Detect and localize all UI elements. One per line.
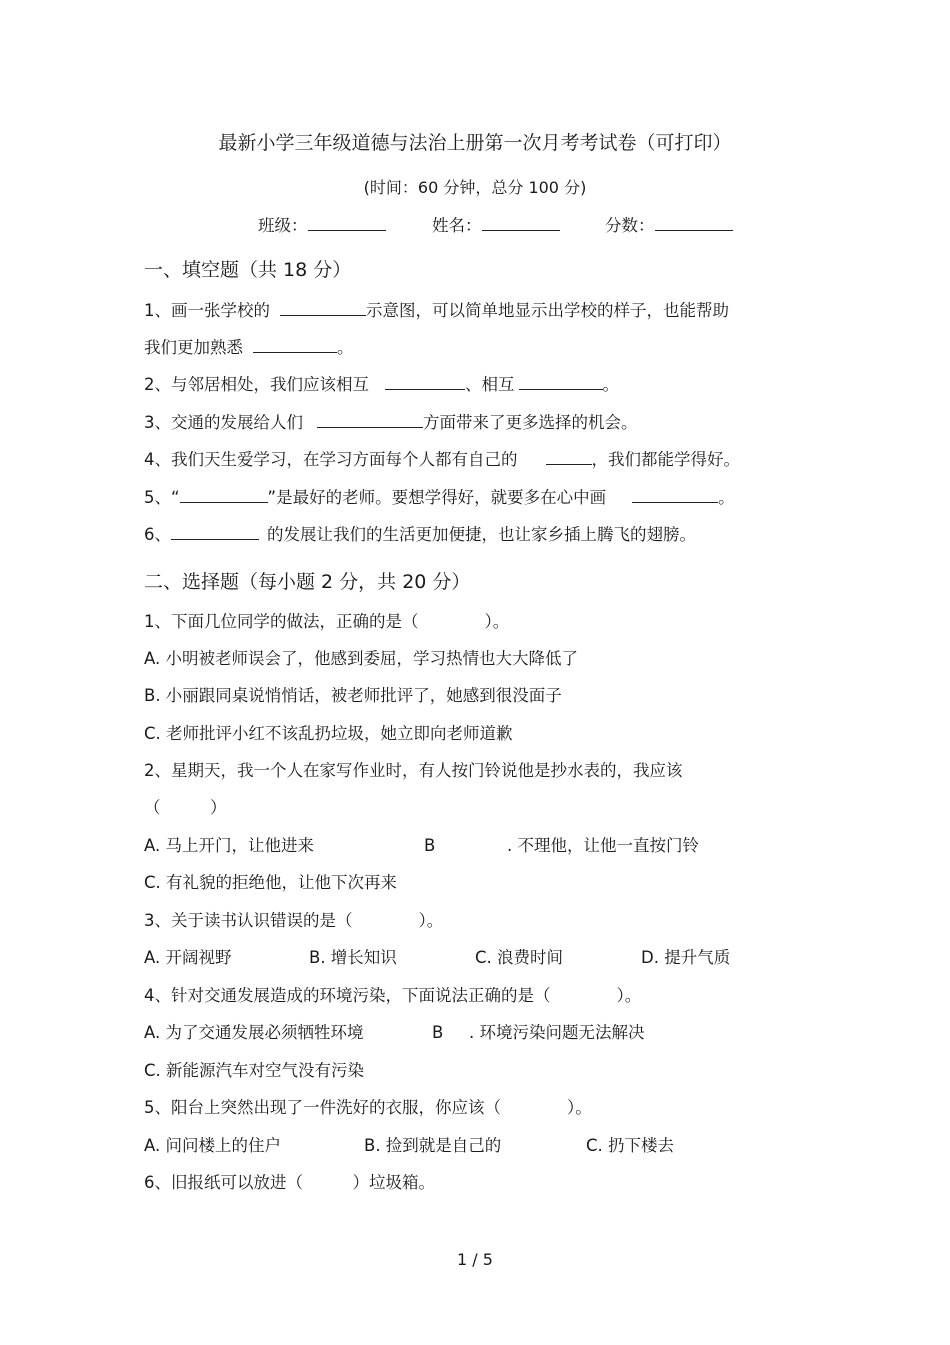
- choice-q2-option-a: A. 马上开门，让他进来: [144, 836, 314, 855]
- fill-q6-text-a: 6、: [144, 525, 171, 544]
- fill-q5-text-b: ”是最好的老师。要想学得好，就要多在心中画: [267, 488, 607, 507]
- name-field: [432, 212, 560, 236]
- fill-question-4: [144, 448, 740, 471]
- fill-q1-text-a: 1、画一张学校的: [144, 301, 270, 320]
- fill-q1-text-d: 。: [337, 338, 354, 357]
- fill-q2-blank-2: [519, 373, 603, 390]
- fill-q2-text-a: 2、与邻居相处，我们应该相互: [144, 375, 369, 394]
- score-field: [605, 212, 733, 236]
- choice-q1-option-b: B. 小丽跟同桌说悄悄话，被老师批评了，她感到很没面子: [144, 686, 562, 705]
- fill-q4-text-a: 4、我们天生爱学习，在学习方面每个人都有自己的: [144, 450, 518, 469]
- fill-q2-text-c: 。: [602, 375, 619, 394]
- fill-question-1-cont: [144, 336, 354, 359]
- fill-q5-text-a: 5、“: [144, 488, 180, 507]
- fill-q5-blank-1: [180, 486, 268, 503]
- fill-question-5: [144, 486, 735, 509]
- fill-q6-blank: [171, 523, 259, 540]
- section-choice-heading: 二、选择题（每小题 2 分，共 20 分）: [144, 571, 471, 593]
- choice-q3-option-c: C. 浪费时间: [475, 948, 564, 967]
- choice-q2-option-b-text: . 不理他，让他一直按门铃: [507, 836, 699, 855]
- fill-q2-text-b: 、相互: [465, 375, 515, 394]
- fill-q4-blank: [546, 448, 592, 465]
- fill-q3-blank: [317, 411, 423, 428]
- choice-q2-option-c: C. 有礼貌的拒绝他，让他下次再来: [144, 873, 398, 892]
- class-blank: [308, 214, 386, 231]
- choice-q4-option-b-letter: B: [432, 1023, 444, 1042]
- choice-q6-stem: 6、旧报纸可以放进（ ）垃圾箱。: [144, 1173, 435, 1192]
- choice-q5-option-c: C. 扔下楼去: [586, 1136, 675, 1155]
- fill-q5-text-c: 。: [718, 488, 735, 507]
- choice-q3-option-b: B. 增长知识: [309, 948, 397, 967]
- choice-q5-stem: 5、阳台上突然出现了一件洗好的衣服，你应该（ ）。: [144, 1098, 592, 1117]
- exam-title: 最新小学三年级道德与法治上册第一次月考考试卷（可打印）: [218, 132, 732, 154]
- fill-q5-blank-2: [632, 486, 718, 503]
- class-field: [258, 212, 386, 236]
- choice-q2-option-b-letter: B: [424, 836, 436, 855]
- choice-q5-option-a: A. 问问楼上的住户: [144, 1136, 281, 1155]
- choice-q3-option-a: A. 开阔视野: [144, 948, 232, 967]
- fill-question-1: [144, 299, 729, 322]
- choice-q4-option-c: C. 新能源汽车对空气没有污染: [144, 1061, 365, 1080]
- choice-q5-option-b: B. 捡到就是自己的: [364, 1136, 502, 1155]
- fill-question-6: [144, 523, 696, 546]
- choice-q4-stem: 4、针对交通发展造成的环境污染，下面说法正确的是（ ）。: [144, 986, 642, 1005]
- fill-q6-text-b: 的发展让我们的生活更加便捷，也让家乡插上腾飞的翅膀。: [267, 525, 696, 544]
- choice-q4-option-a: A. 为了交通发展必须牺牲环境: [144, 1023, 364, 1042]
- fill-q4-text-b: ，我们都能学得好。: [591, 450, 740, 469]
- class-label: 班级：: [258, 216, 308, 235]
- choice-q3-option-d: D. 提升气质: [641, 948, 731, 967]
- choice-q1-option-a: A. 小明被老师误会了，他感到委屈，学习热情也大大降低了: [144, 649, 578, 668]
- choice-q2-stem: 2、星期天，我一个人在家写作业时，有人按门铃说他是抄水表的，我应该: [144, 761, 683, 780]
- fill-q3-text-a: 3、交通的发展给人们: [144, 413, 303, 432]
- choice-q2-answer-paren: （ ）: [144, 798, 227, 817]
- exam-subtitle: (时间：60 分钟，总分 100 分): [363, 178, 587, 197]
- fill-q1-text-b: 示意图，可以简单地显示出学校的样子，也能帮助: [366, 301, 729, 320]
- choice-q1-option-c: C. 老师批评小红不该乱扔垃圾，她立即向老师道歉: [144, 724, 513, 743]
- choice-q1-stem: 1、下面几位同学的做法，正确的是（ ）。: [144, 612, 510, 631]
- fill-q2-blank-1: [385, 373, 465, 390]
- fill-q3-text-b: 方面带来了更多选择的机会。: [423, 413, 638, 432]
- fill-question-2: [144, 373, 619, 396]
- fill-question-3: [144, 411, 638, 434]
- score-label: 分数：: [605, 216, 655, 235]
- name-label: 姓名：: [432, 216, 482, 235]
- choice-q4-option-b-text: . 环境污染问题无法解决: [469, 1023, 645, 1042]
- fill-q1-blank-2: [253, 336, 337, 353]
- choice-q3-stem: 3、关于读书认识错误的是（ ）。: [144, 911, 444, 930]
- name-blank: [482, 214, 560, 231]
- page-number: 1 / 5: [457, 1250, 493, 1269]
- fill-q1-text-c: 我们更加熟悉: [144, 338, 243, 357]
- fill-q1-blank-1: [280, 299, 366, 316]
- score-blank: [655, 214, 733, 231]
- section-fill-blank-heading: 一、填空题（共 18 分）: [144, 259, 352, 281]
